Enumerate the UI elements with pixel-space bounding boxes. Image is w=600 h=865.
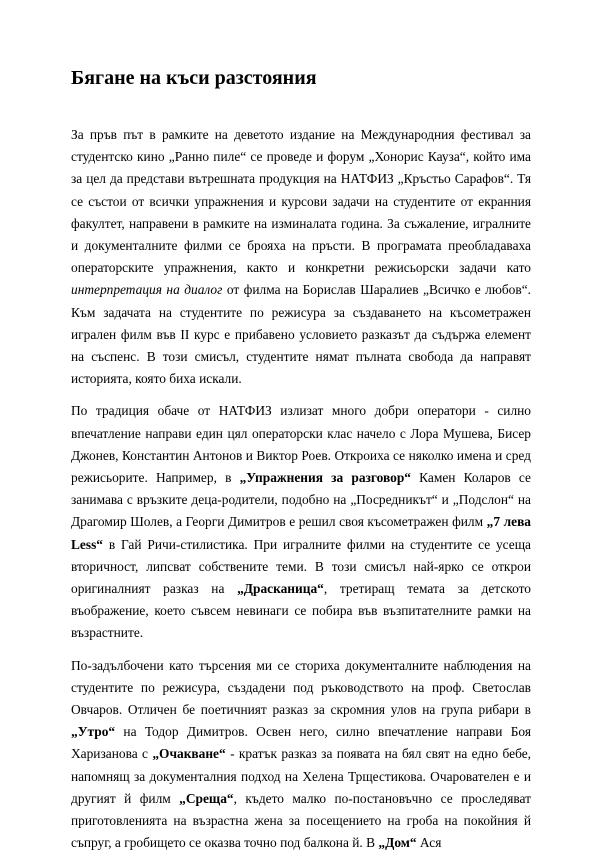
text-run: от филма на Борислав Шаралиев „Всичко е любов“. Към задачата на студентите по режисура за създаването на късометражен игрален филм във II курс е прибавено условието разказът да съдържа елемент на съспенс. В този смисъл, студентите нямат пълната свобода да направят историята, която биха искали. (71, 282, 531, 387)
text-run: По-задълбочени като търсения ми се сториха документалните наблюдения на студентите по режисура, създадени под ръководството на проф. Светослав Овчаров. Отличен бе поетичният разказ за скромния улов на група рибари в (71, 657, 531, 718)
film-title: „Драсканица“ (237, 581, 324, 597)
text-run: в Гай Ричи-стилистика. При игралните филми на студентите се усеща вторичност, липсват собствените теми. В този смисъл най-ярко се открои оригиналният разказ на (71, 536, 531, 597)
text-run: , третиращ темата за детското въображение, което съвсем невинаги се побира във възпитателните рамки на възрастните. (71, 581, 531, 641)
text-run: По традиция обаче от НАТФИЗ излизат много добри оператори - силно впечатление направи един цял операторски клас начело с Лора Мушева, Бисер Джонев, Константин Антонов и Виктор Роев. Откроиха се няколко имена и сред режисьорите. Например, в (71, 403, 531, 486)
paragraph (71, 655, 531, 855)
text-run: на Тодор Димитров. Освен него, силно впечатление направи Боя Харизанова с (71, 724, 531, 762)
text-run: Камен Коларов се занимава с връзките деца-родители, подобно на „Посредникът“ и „Подслон“ на Драгомир Шолев, а Георги Димитров е решил своя късометражен филм (71, 470, 531, 530)
film-title: „Утро“ (71, 724, 116, 740)
text-run: , където малко по-постановъчно се проследяват приготовленията на възрастна жена за посещението на гроба на покойния й съпруг, а гробището се оказва точно под балкона й. В (71, 790, 531, 851)
film-title: „Дом“ (378, 835, 417, 851)
film-title: „Среща“ (179, 790, 234, 806)
text-run: Ася (416, 835, 442, 851)
article-body (71, 124, 531, 865)
emphasis-text: интерпретация на диалог (71, 282, 223, 298)
film-title: „7 лева Less“ (71, 514, 532, 552)
paragraph (71, 124, 531, 390)
text-run: За пръв път в рамките на деветото издание на Международния фестивал за студентско кино „Ранно пиле“ се проведе и форум „Хонорис Кауза“, който има за цел да представи вътрешната продукция на НАТФИЗ „Кръстьо Сарафов“. Тя се състои от всички упражнения и курсови задачи на студентите от екранния факултет, направени в рамките на изминалата година. За съжаление, игралните и документалните филми се брояха на пръсти. В програмата преобладаваха операторските упражнения, както и конкретни режисьорски задачи като (71, 127, 531, 276)
film-title: „Очакване“ (152, 746, 226, 762)
text-run: - кратък разказ за появата на бял свят на едно бебе, напомнящ за документалния подход на Хелена Трщестикова. Очарователен е и другият й филм (71, 746, 531, 806)
film-title: „Упражнения за разговор“ (239, 470, 411, 486)
article-title: Бягане на къси разстояния (71, 67, 317, 89)
paragraph (71, 400, 531, 644)
